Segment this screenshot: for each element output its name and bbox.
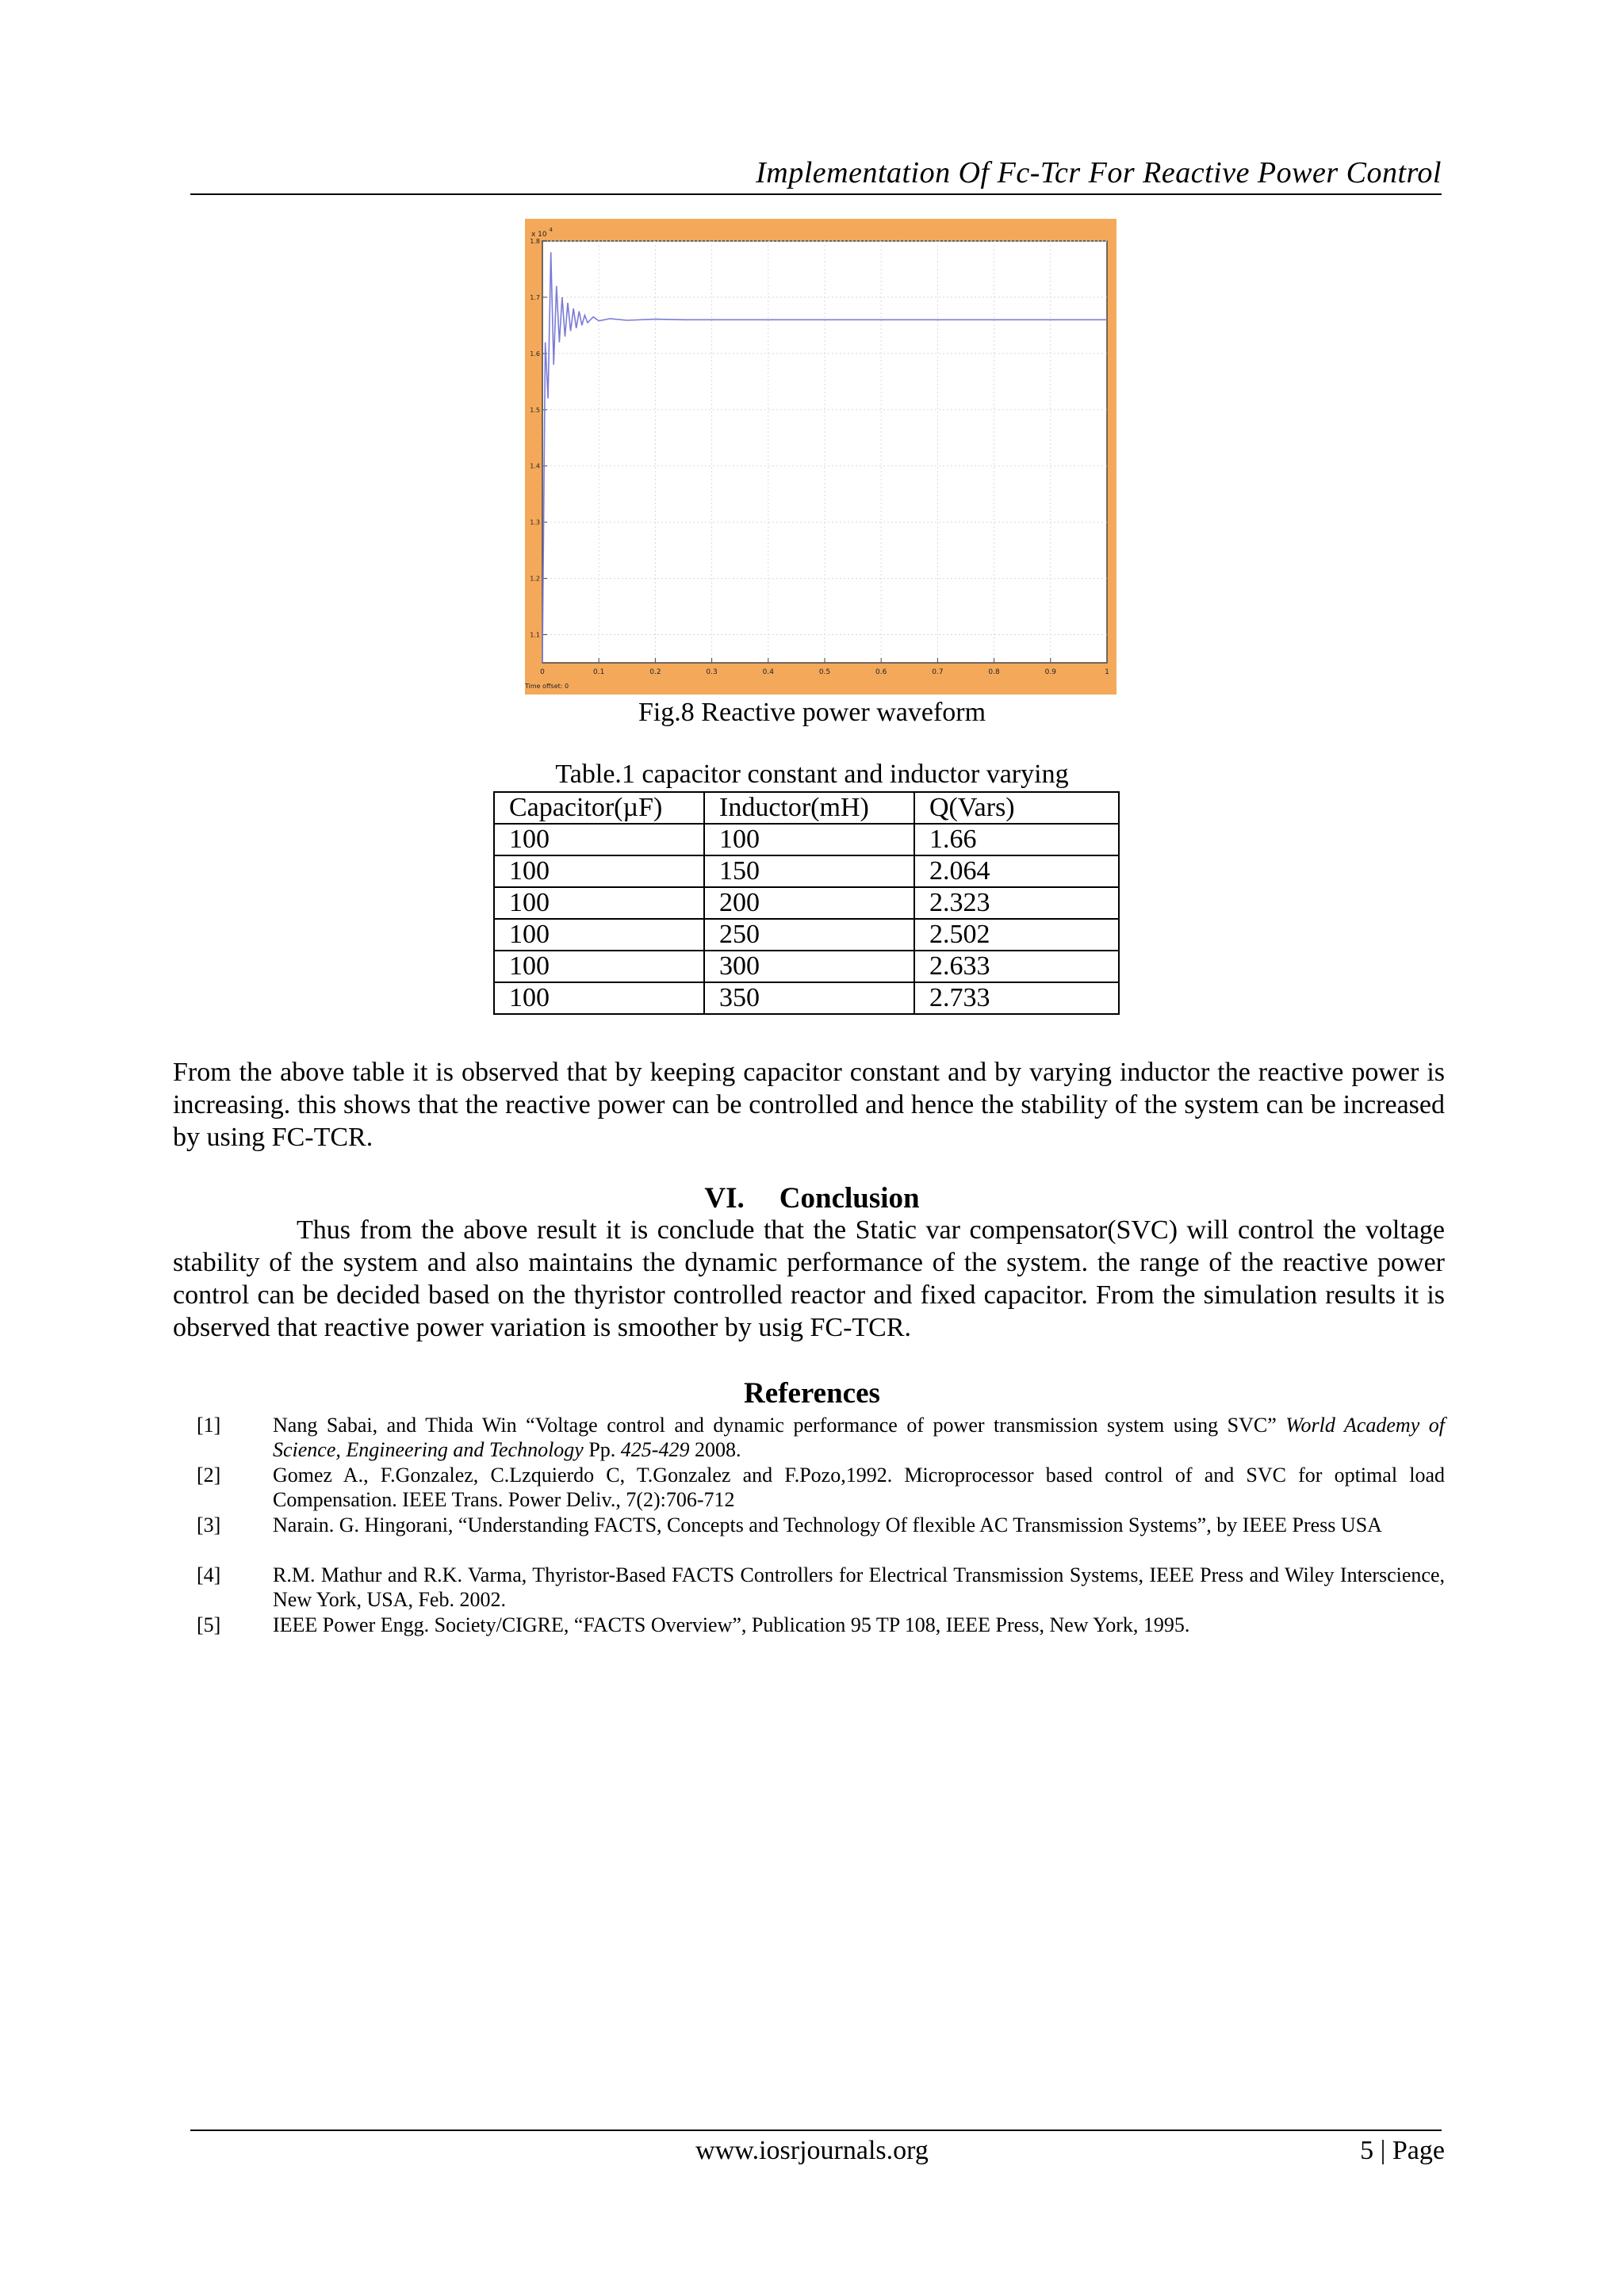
table-cell: 250	[704, 919, 914, 951]
footer-url: www.iosrjournals.org	[695, 2136, 929, 2165]
y-tick-label: 1.5	[530, 406, 540, 414]
table-cell: 2.323	[914, 887, 1119, 919]
table-header-cell: Q(Vars)	[914, 792, 1119, 824]
table-cell: 350	[704, 982, 914, 1014]
table-cell: 100	[494, 855, 704, 887]
y-tick-label: 1.6	[530, 350, 540, 358]
table-header-cell: Capacitor(µF)	[494, 792, 704, 824]
page-header-title: Implementation Of Fc-Tcr For Reactive Power Control	[756, 156, 1442, 189]
table-cell: 1.66	[914, 824, 1119, 855]
table-header-cell: Inductor(mH)	[704, 792, 914, 824]
y-tick-label: 1.8	[530, 238, 540, 245]
exponent-label: x 10 $^4$	[531, 227, 553, 239]
footer-page-number: 5 | Page	[1360, 2136, 1445, 2165]
results-table	[493, 791, 1120, 1015]
table-header-row	[494, 792, 1119, 824]
reference-number: [5]	[197, 1613, 221, 1636]
reference-number: [4]	[197, 1563, 221, 1586]
y-tick-label: 1.4	[530, 462, 540, 470]
y-tick-label: 1.1	[530, 631, 540, 639]
table-row	[494, 951, 1119, 982]
table-cell: 2.633	[914, 951, 1119, 982]
y-tick-label: 1.7	[530, 293, 540, 301]
table-caption: Table.1 capacitor constant and inductor varying	[555, 760, 1069, 789]
reference-text: Narain. G. Hingorani, “Understanding FACTS, Concepts and Technology Of flexible AC Transmission Systems”, by IEEE Press USA	[273, 1513, 1382, 1536]
section-heading	[0, 1181, 1624, 1215]
y-tick-label: 1.2	[530, 575, 540, 583]
observation-paragraph: From the above table it is observed that by keeping capacitor constant and by varying inductor the reactive power is increasing. this shows that the reactive power can be controlled and hence the stability of the system can be increased by using FC-TCR.	[173, 1058, 1445, 1152]
x-tick-label: 0.6	[875, 668, 887, 676]
table-row	[494, 887, 1119, 919]
table-row	[494, 982, 1119, 1014]
table-row	[494, 824, 1119, 855]
y-tick-label: 1.3	[530, 519, 540, 526]
table-cell: 100	[704, 824, 914, 855]
x-tick-label: 1	[1105, 668, 1109, 676]
references-heading: References	[744, 1377, 880, 1410]
x-tick-label: 0	[540, 668, 545, 676]
table-cell: 2.733	[914, 982, 1119, 1014]
table-cell: 150	[704, 855, 914, 887]
x-tick-label: 0.1	[593, 668, 605, 676]
x-tick-label: 0.7	[932, 668, 944, 676]
table-cell: 200	[704, 887, 914, 919]
reference-number: [3]	[197, 1513, 221, 1536]
x-tick-label: 0.8	[988, 668, 1000, 676]
reactive-power-chart	[525, 219, 1116, 695]
table-cell: 100	[494, 982, 704, 1014]
table-cell: 2.502	[914, 919, 1119, 951]
x-tick-label: 0.3	[706, 668, 718, 676]
table-cell: 300	[704, 951, 914, 982]
table-cell: 2.064	[914, 855, 1119, 887]
reference-text: R.M. Mathur and R.K. Varma, Thyristor-Based FACTS Controllers for Electrical Transmission Systems, IEEE Press and Wiley Interscience, New York, USA, Feb. 2002.	[273, 1563, 1445, 1611]
x-tick-label: 0.9	[1044, 668, 1056, 676]
table-cell: 100	[494, 951, 704, 982]
reference-text: Gomez A., F.Gonzalez, C.Lzquierdo C, T.Gonzalez and F.Pozo,1992. Microprocessor based control of and SVC for optimal load Compensation. IEEE Trans. Power Deliv., 7(2):706-712	[273, 1464, 1445, 1511]
footer-rule	[190, 2130, 1442, 2131]
reference-number: [2]	[197, 1464, 221, 1487]
figure-caption: Fig.8 Reactive power waveform	[638, 698, 986, 727]
reference-number: [1]	[197, 1414, 221, 1437]
table-row	[494, 919, 1119, 951]
x-tick-label: 0.2	[649, 668, 661, 676]
reference-text: IEEE Power Engg. Society/CIGRE, “FACTS Overview”, Publication 95 TP 108, IEEE Press, New York, 1995.	[273, 1613, 1190, 1636]
figure-reactive-power	[525, 219, 1116, 695]
reference-text: Nang Sabai, and Thida Win “Voltage control and dynamic performance of power transmission system using SVC” World Academy of Science, Engineering and Technology Pp. 425-429 2008.	[273, 1414, 1445, 1461]
conclusion-paragraph: Thus from the above result it is conclude that the Static var compensator(SVC) will control the voltage stability of the system and also maintains the dynamic performance of the system. the range of the reactive power control can be decided based on the thyristor controlled reactor and fixed capacitor. From the simulation results it is observed that reactive power variation is smoother by usig FC-TCR.	[173, 1215, 1445, 1342]
x-tick-label: 0.5	[818, 668, 831, 676]
section-title: Conclusion	[779, 1182, 920, 1215]
table-cell: 100	[494, 887, 704, 919]
table-cell: 100	[494, 824, 704, 855]
x-tick-label: 0.4	[762, 668, 774, 676]
time-offset-label: Time offset: 0	[525, 683, 569, 690]
table-cell: 100	[494, 919, 704, 951]
section-number: VI.	[704, 1182, 745, 1215]
header-rule	[190, 193, 1442, 195]
table-row	[494, 855, 1119, 887]
